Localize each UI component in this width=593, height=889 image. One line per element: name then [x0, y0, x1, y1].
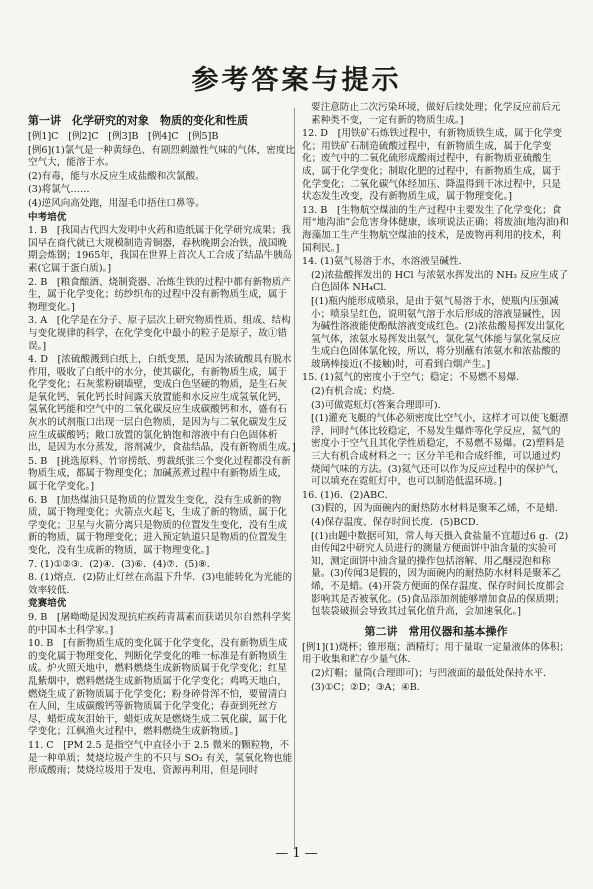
right-column [302, 102, 570, 695]
answer-15: 15. (1)氦气的密度小于空气；稳定；不易燃不易爆． [302, 372, 526, 384]
example-1-5: [例1]C [例2]C [例3]B [例4]C [例5]B [28, 131, 219, 142]
example-6-c: (3)将氯气…… [28, 184, 90, 196]
section-jingsai: 竞赛培优 [28, 598, 67, 610]
example-6-a: [例6](1)氯气是一种黄绿色、有剧烈刺激性气味的气体，密度比空气大，能溶于水。 [28, 144, 296, 169]
answer-2: 2. B [粮食酿酒、烧制瓷器、冶炼生铁的过程中都有新物质产生，属于化学变化；纺纱织布的过程中没有新物质生成，属于物理变化。] [28, 276, 291, 313]
lesson-2-title: 第二讲 常用仪器和基本操作 [364, 624, 508, 638]
answer-7: 7. (1)①②③．(2)④．(3)⑥．(4)⑦．(5)⑧． [28, 558, 217, 570]
example-6-b: (2)有毒，能与水反应生成盐酸和次氯酸。 [28, 170, 205, 182]
answer-15-b: (2)有机合成；灼烧． [311, 386, 402, 398]
section-zhongkao: 中考培优 [28, 211, 67, 223]
answer-15-explain: [(1)灌充飞艇的气体必须密度比空气小，这样才可以使飞艇漂浮，同时气体比较稳定，不易发生爆炸等化学反应，氦气的密度小于空气且其化学性质稳定，不易燃不易爆。(2)塑料是三大有机合成材料之一；区分羊毛和合成纤维，可以通过灼烧闻气味的方法。(3)氦气还可以作为反应过程中的保护气，可以填充在霓虹灯中，也可以制造低温环境。] [311, 413, 569, 488]
answer-6: 6. B [加热煤油只是物质的位置发生变化，没有生成新的物质，属于物理变化；火箭点火起飞，生成了新的物质，属于化学变化；卫星与火箭分离只是物质的位置发生变化，没有生成新的物质，属于物理变化；进入预定轨道只是物质的位置发生变化，没有生成新的物质，属于物理变化。] [28, 494, 288, 556]
answer-10: 10. B [有新物质生成的变化属于化学变化，没有新物质生成的变化属于物理变化，判断化学变化的唯一标准是有新物质生成。炉火照天地中，燃料燃烧生成新物质属于化学变化；红星乱紫烟中，燃料燃烧生成新物质属于化学变化；鸡鸣天地白，燃烧生成了新物质属于化学变化；粉身碎骨浑不怕，要留清白在人间，生成碳酸钙等新物质属于化学变化；春蚕到死丝方尽，蜡炬成灰泪始干，蜡炬成灰是燃烧生成二氧化碳，属于化学变化；江枫渔火过程中，燃料燃烧生成新物质。] [28, 638, 288, 738]
answer-9: 9. B [屠呦呦是因发现抗疟疾药青蒿素而获诺贝尔自然科学奖的中国本土科学家。] [28, 611, 291, 636]
answer-14: 14. (1)氨气易溶于水，水溶液呈碱性． [302, 256, 469, 268]
answer-13: 13. B [生物航空煤油的生产过程中主要发生了化学变化；食用“地沟油”会危害身体健康，该项说法正确；将废油(地沟油)和海藻加工生产生物航空煤油的技术，是废物再利用的技术，利国利民。] [302, 204, 569, 254]
answer-8: 8. (1)熔点．(2)防止灯丝在高温下升华．(3)电能转化为光能的效率较低． [28, 572, 293, 596]
answer-12: 12. D [用铁矿石炼铁过程中，有新物质铁生成，属于化学变化；用铁矿石制造硫酸过程中，有新物质生成，属于化学变化；废气中的二氧化硫形成酸雨过程中，有新物质亚硫酸生成，属于化学变化；制取化肥的过程中，有新物质生成，属于化学变化；二氧化碳气体经加压、降温得到干冰过程中，只是状态发生改变，没有新物质生成，属于物理变化。] [302, 128, 562, 203]
answer-11-continued: 要注意防止二次污染环境，做好后续处理；化学反应前后元素种类不变，一定有新的物质生成。] [311, 102, 561, 126]
answer-15-c: (3)可做霓虹灯(答案合理即可)． [311, 399, 448, 411]
answer-14-explain: [(1)瓶内能形成喷泉，是由于氨气易溶于水，使瓶内压强减小；喷泉呈红色，说明氨气溶于水后形成的溶液显碱性，因为碱性溶液能使酚酞溶液变成红色。(2)浓盐酸易挥发出氯化氢气体，浓氨水易挥发出氨气，氯化氢气体能与氯化氢反应生成白色固体氯化铵，所以，将分别蘸有浓氨水和浓盐酸的玻璃棒接近(不接触)时，可看到白烟产生。] [311, 295, 565, 370]
answer-3: 3. A [化学是在分子、原子层次上研究物质性质、组成、结构与变化规律的科学，在化学变化中最小的粒子是原子，故①错误。] [28, 315, 291, 352]
answer-16: 16. (1)6．(2)ABC． [302, 489, 395, 501]
page-title: 参考答案与提示 [191, 65, 402, 96]
answer-14-b: (2)浓盐酸挥发出的 HCl 与浓氨水挥发出的 NH₃ 反应生成了白色固体 NH₄Cl． [311, 269, 569, 294]
answer-11: 11. C [PM 2.5 是指空气中直径小于 2.5 微米的颗粒物，不是一种单质；焚烧垃圾产生的不只与 SO₂ 有关，氢氧化物也能形成酸雨；焚烧垃圾用于发电，资源再利用，但是同时 [28, 739, 293, 777]
example-6-d: (4)逆风向高处跑，用湿毛巾捂住口鼻等。 [28, 197, 205, 209]
lesson-2-example-1: [例1](1)烧杯；锥形瓶；酒精灯；用于量取一定量液体的体积；用于收集和贮存少量气体． [302, 641, 570, 666]
left-column [28, 112, 296, 779]
answer-16-explain: [(1)由题中数据可知，常人每天摄入食盐量不宜超过6 g．(2)由传闻2中研究人员进行的测量方便面饼中油含量的实验可知，测定面饼中油含量的操作包括溶解、用乙醚浸泡和称量。(3)传闻3是假的，因为面碗内的耐热防水材料是聚苯乙烯，不是蜡。(4)开袋方便面的保存温度、保存时间长度都会影响其是否被氧化。(5)食品添加剂能够增加食品的保质期；包装袋破损会导致其过氧化值升高，会加速氧化。] [311, 530, 569, 618]
answer-1: 1. B [我国古代四大发明中火药和造纸属于化学研究成果；我国早在商代就已大规模制造青铜器，春秋晚期会冶铁，战国晚期会炼钢；1965年，我国在世界上首次人工合成了结晶牛胰岛素(它属于蛋白质)。] [28, 225, 293, 274]
page-number: — 1 — [275, 846, 318, 861]
answer-16-b: (3)假的，因为面碗内的耐热防水材料是聚苯乙烯，不是蜡． [311, 503, 565, 515]
answer-5: 5. B [挑选原料、竹帘捞纸、剪裁纸张三个变化过程都没有新物质生成，都属于物理变化；加碱蒸煮过程中有新物质生成，属于化学变化。] [28, 455, 291, 493]
lesson-2-example-1-b: (2)灯帽；量筒(合理即可)；与凹液面的最低处保持水平． [311, 667, 553, 679]
lesson-2-example-1-c: (3)①C；②D；③A；④B． [311, 681, 427, 693]
answer-16-c: (4)保存温度、保存时间长度．(5)BCD． [311, 517, 486, 528]
lesson-1-title: 第一讲 化学研究的对象 物质的变化和性质 [28, 114, 248, 127]
answer-4: 4. D [浓硫酸溅到白纸上，白纸变黑，是因为浓硫酸具有脱水作用，吸收了白纸中的水分，使其碳化，有新物质生成，属于化学变化；石灰浆粉刷墙壁，变成白色坚硬的物质，是生石灰是氧化钙，氧化钙长时间露天放置能和水反应生成氢氧化钙，氢氧化钙能和空气中的二氧化碳反应生成碳酸钙和水，盛有石灰水的试剂瓶口出现一层白色物质，是因为与二氧化碳发生反应生成碳酸钙；敞口放置的氯化钠饱和溶液中有白色固体析出，是因为水分蒸发，溶剂减少，食盐结晶，没有新物质生成。] [28, 354, 296, 454]
